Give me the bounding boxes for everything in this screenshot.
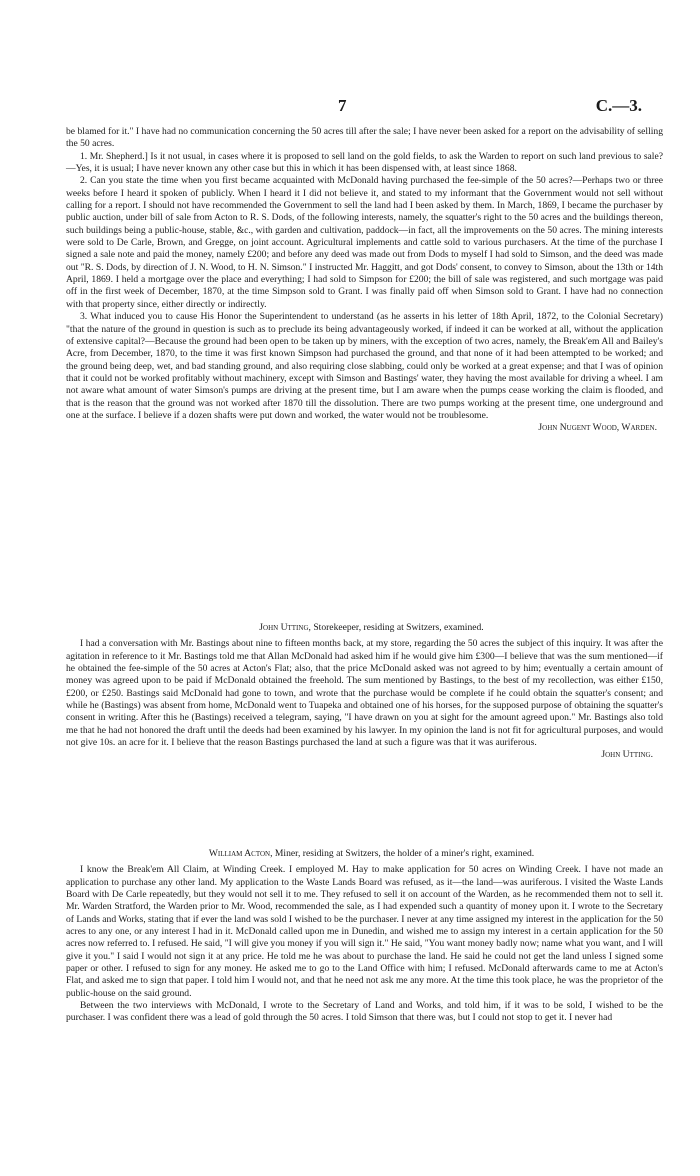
signature-utting: John Utting. xyxy=(601,749,653,761)
paper-code: C.—3. xyxy=(595,96,642,115)
paragraph: be blamed for it." I have had no communication concerning the 50 acres till after the sale; I have never been asked for a report on the advisability of selling the 50 acres. xyxy=(66,126,663,150)
paragraph: 2. Can you state the time when you first became acquainted with McDonald having purchased the fee-simple of the 50 acres?—Perhaps two or three weeks before I heard it spoken of publicly. When I heard it I did not believe it, and stated to my informant that the Government would not sell without calling for a report. I should not have recommended the Government to sell the land had I been asked by them. In March, 1869, I became the purchaser by public auction, under bill of sale from Acton to R. S. Dods, of the following interests, namely, the squatter's right to the 50 acres and the buildings thereon, such buildings being a public-house, stable, &c., with garden and cultivation, paddock—in fact, all the improvements on the 50 acres. The mining interests were sold to De Carle, Brown, and Gregge, on joint account. Agricultural implements and cattle sold to various purchasers. At the time of the purchase I signed a sale note and paid the money, namely £200; and before any deed was made out from Dods to myself I had sold to Simson, and the deed was made out "R. S. Dods, by direction of J. N. Wood, to H. N. Simson." I instructed Mr. Haggitt, and got Dods' consent, to convey to Simson, about the 13th or 14th April, 1869. I held a mortgage over the place and everything; I had sold to Simpson for £200; the bill of sale was registered, and such mortgage was paid off in the first week of December, 1870, at the time Simpson sold to Grant. I was finally paid off when Simson sold to Grant. I have had no connection with that property since, either directly or indirectly. xyxy=(66,175,663,310)
paragraph: 3. What induced you to cause His Honor the Superintendent to understand (as he asserts in his letter of 18th April, 1872, to the Colonial Secretary) "that the nature of the ground in question is such as to preclude its being advantageously worked, if indeed it can be worked at all, without the application of extensive capital?—Because the ground had been open to be taken up by miners, with the exception of two acres, namely, the Break'em All and Bailey's Acre, from December, 1870, to the time it was first known Simpson had purchased the ground, and that none of it had been attempted to be worked; and the ground being deep, wet, and bad standing ground, and also requiring close slabbing, could only be worked at a great expense; and that I was of opinion that it could not be worked profitably without machinery, except with Simson and Bastings' water, they having the most available for driving a wheel. I am not aware what amount of water Simson's pumps are driving at the present time, but I am aware when the pumps cease working the claim is flooded, and that is the reason that the ground was not worked after 1870 till the dissolution. There are two pumps working at the present time, one underground and one at the surface. I believe if a dozen shafts were put down and worked, the water would not be troublesome. xyxy=(66,311,663,421)
paragraph: Between the two interviews with McDonald, I wrote to the Secretary of Land and Works, and told him, if it was to be sold, I wished to be the purchaser. I was confident there was a lead of gold through the 50 acres. I told Simson that there was, but I could not stop to get it. I never had xyxy=(66,1000,663,1024)
witness-description: , Storekeeper, residing at Switzers, examined. xyxy=(308,622,484,633)
paragraph: I had a conversation with Mr. Bastings about nine to fifteen months back, at my store, regarding the 50 acres the subject of this inquiry. It was after the agitation in reference to it Mr. Bastings told me that Allan McDonald had asked him if he would give him £300—I believe that was the sum mentioned—if he obtained the fee-simple of the 50 acres at Acton's Flat; also, that the price McDonald asked was not agreed to by him; eventually a certain amount of money was agreed upon to be paid if McDonald obtained the freehold. The sum mentioned by Bastings, to the best of my recollection, was either £150, £200, or £250. Bastings said McDonald had gone to town, and wrote that the purchase would be complete if he could obtain the squatter's consent; and while he (Bastings) was absent from home, McDonald went to Tuapeka and obtained one of his horses, for the supposed purpose of obtaining the squatter's consent in writing. After this he (Bastings) received a telegram, saying, "I have drawn on you at sight for the amount agreed upon." Mr. Bastings also told me that he had not honored the draft until the deeds had been examined by his lawyer. In my opinion the land is not fit for agricultural purposes, and would not give 10s. an acre for it. I believe that the reason Bastings purchased the land at such a figure was that it was auriferous. xyxy=(66,638,663,749)
page-number: 7 xyxy=(338,96,347,115)
witness-description: , Miner, residing at Switzers, the holder of a miner's right, examined. xyxy=(270,848,535,859)
witness-name: William Acton xyxy=(208,848,271,859)
wood-testimony xyxy=(66,126,663,435)
acton-testimony xyxy=(66,848,663,1025)
witness-name: John Utting xyxy=(259,622,309,633)
witness-heading xyxy=(66,848,663,860)
witness-heading xyxy=(66,622,663,634)
utting-testimony xyxy=(66,622,663,762)
paragraph: I know the Break'em All Claim, at Winding Creek. I employed M. Hay to make application for 50 acres on Winding Creek. I have not made an application to purchase any other land. My application to the Waste Lands Board was refused, as it—the land—was auriferous. I visited the Waste Lands Board with De Carle repeatedly, but they would not sell it to me. They refused to sell it on account of the Warden, as he recommended them not to sell it. Mr. Warden Stratford, the Warden prior to Mr. Wood, recommended the sale, as I had expended such a quantity of money upon it. I wrote to the Secretary of Lands and Works, stating that if ever the land was sold I wished to be the purchaser. I never at any time assigned my interest in the application for the 50 acres to any one, or any interest I had in it. McDonald called upon me in Dunedin, and wished me to assign my interest in a certain application for the 50 acres now referred to. I refused. He said, "I will give you money if you will sign it." He said, "You want money badly now; name what you want, and I will give it you." I said I would not sign it at any price. He told me he was about to purchase the land. He said he could not get the land unless I signed some paper or other. I refused to sign for any money. He asked me to go to the Land Office with him; I refused. McDonald afterwards came to me at Acton's Flat, and asked me to sign that paper. I told him I would not, and that he need not ask me any more. At the time this took place, he was the proprietor of the public-house on the said ground. xyxy=(66,864,663,999)
paragraph: 1. Mr. Shepherd.] Is it not usual, in cases where it is proposed to sell land on the gold fields, to ask the Warden to report on such land previous to sale?—Yes, it is usual; I have never known any other case but this in which it has been dispensed with, at least since 1868. xyxy=(66,150,663,175)
signature-wood: John Nugent Wood, Warden. xyxy=(538,422,657,434)
